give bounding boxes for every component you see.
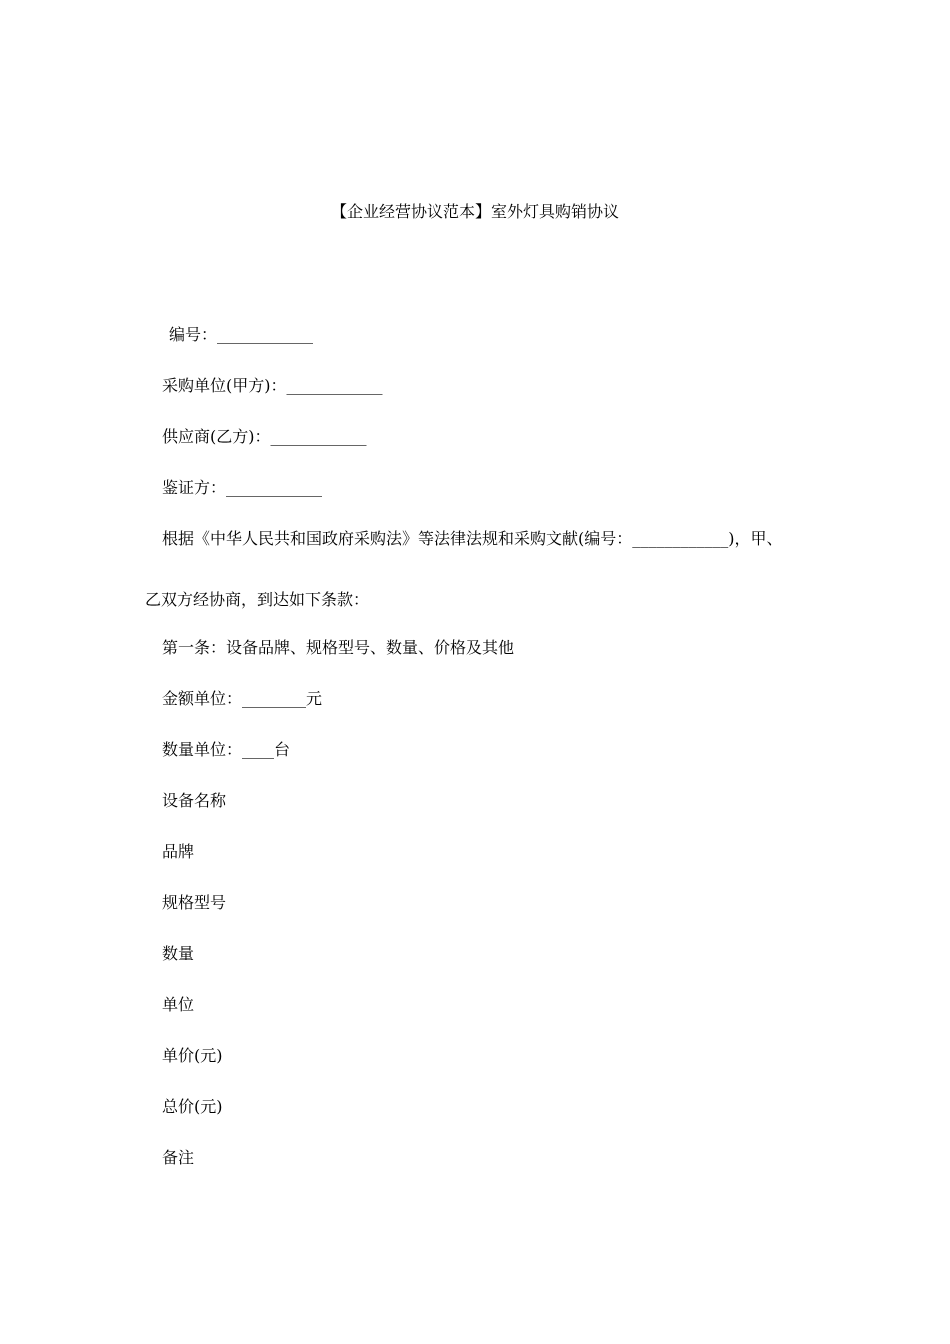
- article-1-heading: 第一条：设备品牌、规格型号、数量、价格及其他: [162, 638, 515, 657]
- buyer-field: 采购单位(甲方)：____________: [162, 376, 383, 395]
- preamble-line-1: 根据《中华人民共和国政府采购法》等法律法规和采购文献(编号：____________)，甲、: [162, 529, 783, 548]
- column-unit-price: 单价(元): [162, 1046, 223, 1065]
- supplier-field: 供应商(乙方)：____________: [162, 427, 367, 446]
- verifier-field: 鉴证方：____________: [162, 478, 323, 497]
- contract-number-field: 编号：____________: [169, 325, 314, 344]
- amount-unit-field: 金额单位：________元: [162, 689, 323, 708]
- document-title: 【企业经营协议范本】室外灯具购销协议: [330, 202, 619, 221]
- column-unit: 单位: [162, 995, 195, 1014]
- column-total-price: 总价(元): [162, 1097, 223, 1116]
- column-remarks: 备注: [162, 1148, 195, 1167]
- preamble-line-2: 乙双方经协商，到达如下条款：: [145, 590, 370, 609]
- column-model: 规格型号: [162, 893, 227, 912]
- column-quantity: 数量: [162, 944, 195, 963]
- column-equipment-name: 设备名称: [162, 791, 227, 810]
- column-brand: 品牌: [162, 842, 195, 861]
- quantity-unit-field: 数量单位：____台: [162, 740, 291, 759]
